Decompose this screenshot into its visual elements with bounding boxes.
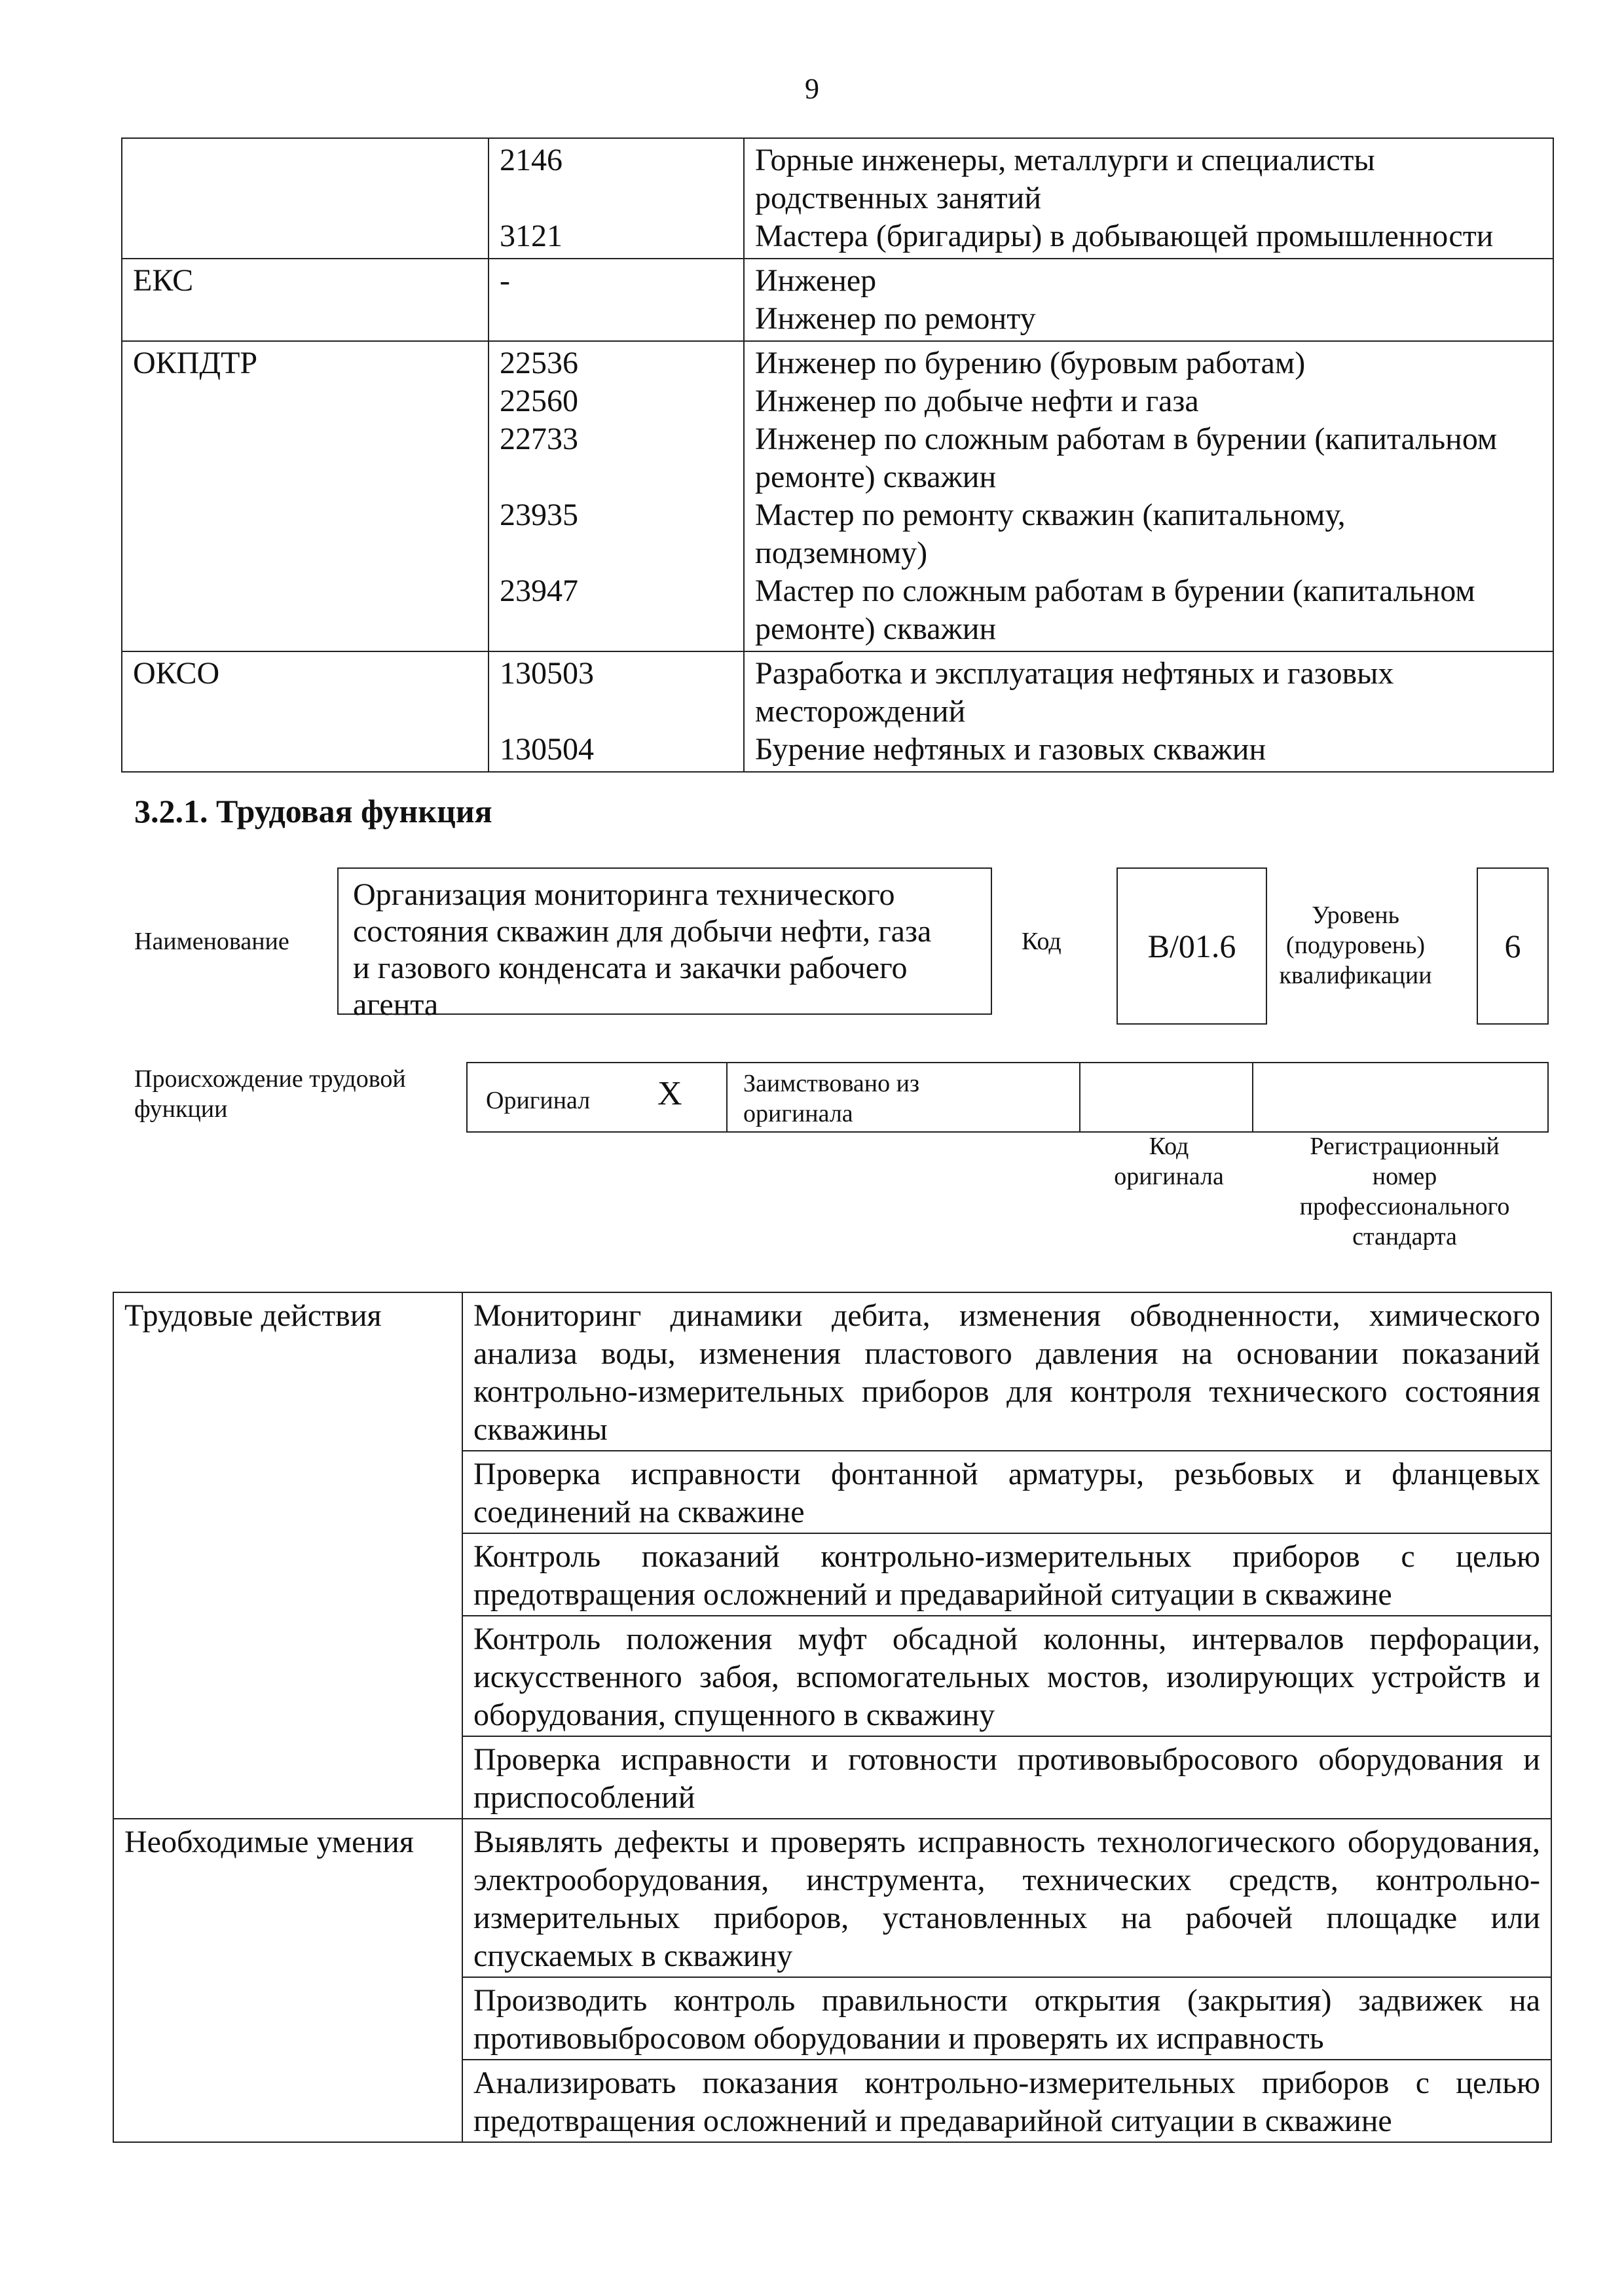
borrowed-label (743, 1068, 1071, 1129)
required-skill: Анализировать показания контрольно-измерительных приборов с целью предотвращения осложнений и предаварийной ситуации в скважине (462, 2060, 1551, 2142)
classifier-cell: ОКСО (122, 651, 489, 772)
code-value (500, 179, 733, 217)
classifier-cell (122, 138, 489, 259)
table-row (113, 1819, 1551, 1977)
titles-cell (744, 138, 1553, 259)
level-label-line: Уровень (1312, 902, 1399, 929)
code-value (500, 610, 733, 648)
original-label: Оригинал (486, 1087, 591, 1114)
title-line: Мастер по сложным работам в бурении (капитальном (755, 574, 1475, 608)
title-line: Инженер по добыче нефти и газа (755, 384, 1199, 418)
classifier-cell: ОКПДТР (122, 341, 489, 651)
title-line: месторождений (755, 694, 966, 729)
titles-cell (744, 651, 1553, 772)
function-name-box (337, 867, 992, 1022)
function-code: B/01.6 (1116, 867, 1267, 1025)
labor-actions-label: Трудовые действия (113, 1292, 462, 1819)
title-line: Мастера (бригадиры) в добывающей промышленности (755, 219, 1494, 253)
labor-action: Мониторинг динамики дебита, изменения обводненности, химического анализа воды, изменения пластового давления на основании показаний контрольно-измерительных приборов для контроля технического состояния скважины (462, 1292, 1551, 1451)
original-code-caption (1084, 1131, 1254, 1192)
original-cell (468, 1063, 728, 1131)
registration-number-cell (1253, 1063, 1547, 1131)
code-value: - (500, 263, 510, 298)
qualification-level-label (1274, 900, 1437, 991)
table-row (113, 1292, 1551, 1451)
title-line: Инженер по сложным работам в бурении (капитальном (755, 422, 1498, 456)
code-value: 22536 (500, 346, 578, 380)
labor-action: Контроль показаний контрольно-измерительных приборов с целью предотвращения осложнений и предаварийной ситуации в скважине (462, 1533, 1551, 1616)
code-value (500, 458, 733, 496)
caption-line: оригинала (1114, 1163, 1224, 1190)
code-value: 130503 (500, 656, 594, 691)
table-row (122, 138, 1553, 259)
code-value (500, 693, 733, 731)
codes-cell (489, 138, 744, 259)
labor-action: Контроль положения муфт обсадной колонны, интервалов перфорации, искусственного забоя, вспомогательных мостов, изолирующих устройств и оборудования, спущенного в скважину (462, 1616, 1551, 1736)
titles-cell (744, 341, 1553, 651)
title-line: Мастер по ремонту скважин (капитальному, (755, 498, 1346, 532)
code-value: 22733 (500, 422, 578, 456)
classifier-cell: ЕКС (122, 259, 489, 341)
actions-table (113, 1292, 1552, 2143)
code-label: Код (1022, 928, 1061, 955)
title-line: Инженер по ремонту (755, 301, 1036, 336)
title-line: родственных занятий (755, 181, 1042, 215)
required-skill: Выявлять дефекты и проверять исправность технологического оборудования, электрооборудования, инструмента, технических средств, контрольно-измерительных приборов, установленных на рабочей площадке или спускаемых в скважину (462, 1819, 1551, 1977)
caption-line: Регистрационный (1310, 1133, 1500, 1160)
labor-action: Проверка исправности фонтанной арматуры, резьбовых и фланцевых соединений на скважине (462, 1451, 1551, 1533)
origin-row (466, 1062, 1549, 1133)
caption-line: номер (1372, 1163, 1437, 1190)
classification-table (121, 137, 1554, 773)
borrowed-cell (728, 1063, 1080, 1131)
required-skill: Производить контроль правильности открытия (закрытия) задвижек на противовыбросовом оборудовании и проверять их исправность (462, 1977, 1551, 2060)
title-line: Инженер по бурению (буровым работам) (755, 346, 1306, 380)
caption-line: Код (1149, 1133, 1189, 1160)
section-heading: 3.2.1. Трудовая функция (134, 793, 492, 829)
code-value: 130504 (500, 732, 594, 767)
codes-cell (489, 341, 744, 651)
code-value (500, 300, 733, 338)
code-value: 22560 (500, 384, 578, 418)
qualification-level: 6 (1477, 867, 1549, 1025)
labor-action: Проверка исправности и готовности противовыбросового оборудования и приспособлений (462, 1736, 1551, 1819)
title-line: Горные инженеры, металлурги и специалисты (755, 143, 1375, 177)
code-value: 2146 (500, 143, 563, 177)
titles-cell (744, 259, 1553, 341)
table-row (122, 341, 1553, 651)
required-skills-label: Необходимые умения (113, 1819, 462, 2142)
origin-label-line: функции (134, 1095, 228, 1123)
caption-line: стандарта (1352, 1223, 1457, 1250)
function-name-line: Организация мониторинга технического (353, 877, 895, 912)
code-value (500, 534, 733, 572)
origin-label (134, 1064, 449, 1124)
table-row (122, 651, 1553, 772)
title-line: Инженер (755, 263, 877, 298)
registration-number-caption (1261, 1131, 1549, 1252)
function-name-line: агента (353, 987, 439, 1022)
table-row (122, 259, 1553, 341)
borrowed-label-line: оригинала (743, 1100, 853, 1127)
code-value: 3121 (500, 219, 563, 253)
borrowed-label-line: Заимствовано из (743, 1070, 919, 1097)
code-value: 23947 (500, 574, 578, 608)
level-label-line: квалификации (1279, 962, 1432, 989)
title-line: Бурение нефтяных и газовых скважин (755, 732, 1266, 767)
function-name-line: состояния скважин для добычи нефти, газа (353, 914, 932, 949)
codes-cell (489, 651, 744, 772)
title-line: ремонте) скважин (755, 460, 997, 494)
origin-label-line: Происхождение трудовой (134, 1065, 406, 1093)
page-number: 9 (805, 73, 819, 105)
original-mark: X (657, 1075, 682, 1112)
original-code-cell (1080, 1063, 1253, 1131)
level-label-line: (подуровень) (1285, 932, 1426, 959)
caption-line: профессионального (1299, 1193, 1510, 1220)
title-line: подземному) (755, 536, 928, 570)
title-line: Разработка и эксплуатация нефтяных и газовых (755, 656, 1394, 691)
function-name-label: Наименование (134, 928, 289, 955)
codes-cell (489, 259, 744, 341)
function-name-line: и газового конденсата и закачки рабочего (353, 951, 908, 985)
title-line: ремонте) скважин (755, 611, 997, 646)
code-value: 23935 (500, 498, 578, 532)
